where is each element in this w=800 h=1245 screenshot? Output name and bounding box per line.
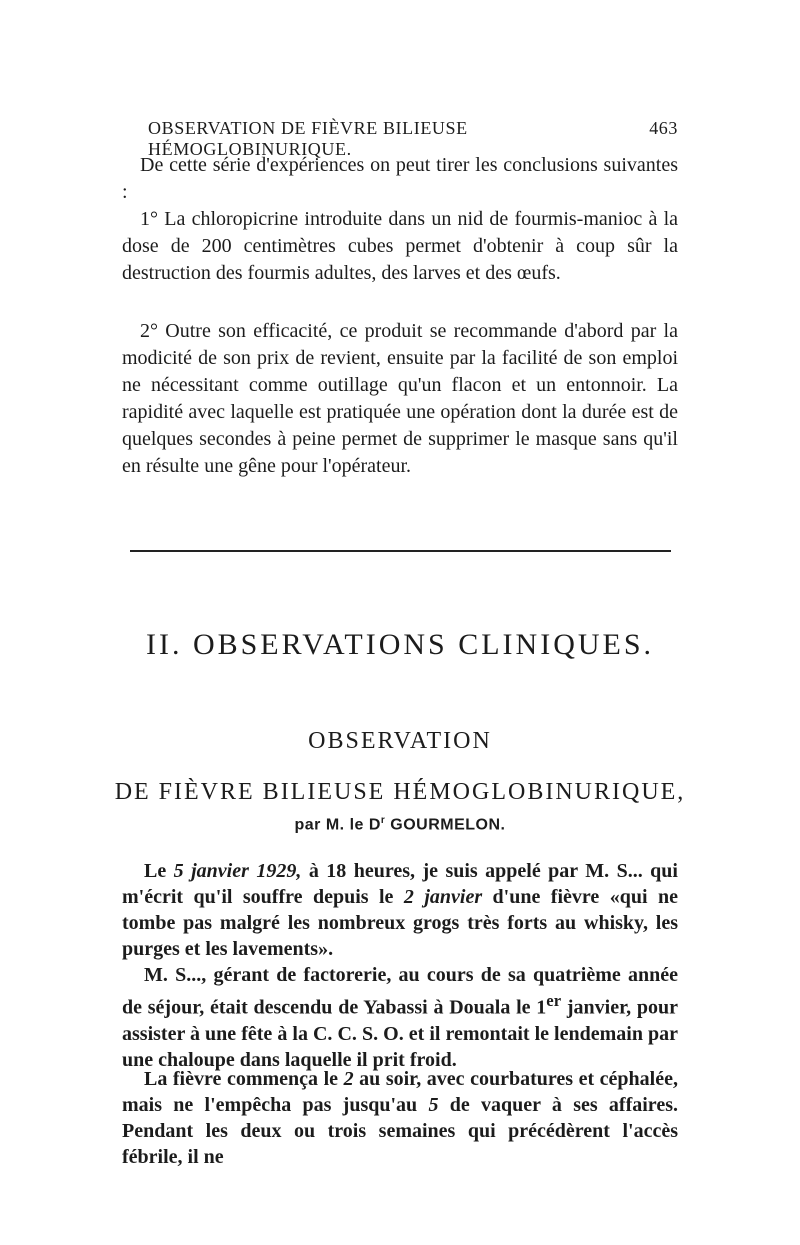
body-p1-b: à 18 heures, je suis appelé par M. S... qui m'écrit qu'il souffre depuis le: [122, 860, 678, 908]
conclusions-intro-block: [122, 152, 678, 206]
running-head-title: OBSERVATION DE FIÈVRE BILIEUSE HÉMOGLOBINURIQUE.: [148, 118, 468, 159]
body-p3-n1: 2: [343, 1068, 354, 1090]
body-paragraph-1-block: [122, 858, 678, 962]
body-paragraph-3-block: [122, 1066, 678, 1170]
author-name: GOURMELON.: [390, 816, 506, 834]
body-p3-c: de vaquer à ses affaires. Pendant les deux ou trois semaines qui précédèrent l'accès fébrile, il ne: [122, 1094, 678, 1168]
page-number: 463: [649, 118, 678, 138]
conclusion-point-1-block: [122, 206, 678, 287]
body-p3-n2: 5: [428, 1094, 439, 1116]
author-line: [0, 815, 800, 834]
body-p2-b: janvier, pour assister à une fête à la C. C. S. O. et il remontait le lendemain par une chaloupe dans laquelle il prit froid.: [122, 996, 678, 1071]
author-prefix: par M. le D: [294, 816, 381, 834]
body-paragraph-1: [122, 858, 678, 962]
conclusion-point-2-block: [122, 318, 678, 480]
body-p1-date2: 2 janvier: [403, 886, 483, 908]
author-sup: r: [380, 815, 386, 826]
body-paragraph-2: [122, 962, 678, 1073]
body-paragraph-2-block: [122, 962, 678, 1073]
body-p3-a: La fièvre commença le: [144, 1068, 344, 1090]
conclusion-point-1: 1° La chloropicrine introduite dans un nid de fourmis-manioc à la dose de 200 centimètres cubes permet d'obtenir à coup sûr la destruction des fourmis adultes, des larves et des œufs.: [122, 208, 678, 284]
section-divider: [130, 550, 671, 552]
body-p1-date: 5 janvier 1929,: [173, 860, 302, 882]
conclusion-point-2: 2° Outre son efficacité, ce produit se recommande d'abord par la modicité de son prix de revient, ensuite par la facilité de son emploi ne nécessitant comme outillage qu'un flacon et un entonnoir. La rapidité avec laquelle est pratiquée une opération dont la durée est de quelques secondes à peine permet de supprimer le masque sans qu'il en résulte une gêne pour l'opérateur.: [122, 320, 678, 477]
conclusions-intro: De cette série d'expériences on peut tirer les conclusions suivantes :: [122, 154, 678, 203]
body-p2-sup: er: [546, 991, 562, 1010]
body-p3-b: au soir, avec courbatures et céphalée, mais ne l'empêcha pas jusqu'au: [122, 1068, 678, 1116]
body-p1-c: d'une fièvre «qui ne tombe pas malgré les nombreux grogs très forts au whisky, les purges et les lavements».: [122, 886, 679, 960]
observation-subtitle: DE FIÈVRE BILIEUSE HÉMOGLOBINURIQUE,: [114, 779, 686, 805]
section-title: II. OBSERVATIONS CLINIQUES.: [145, 628, 655, 661]
body-p1-a: Le: [144, 860, 174, 882]
observation-title: OBSERVATION: [308, 728, 492, 754]
body-paragraph-3: [122, 1066, 678, 1170]
body-p2-a: M. S..., gérant de factorerie, au cours de sa quatrième année de séjour, était descendu de Yabassi à Douala le 1: [122, 964, 678, 1019]
